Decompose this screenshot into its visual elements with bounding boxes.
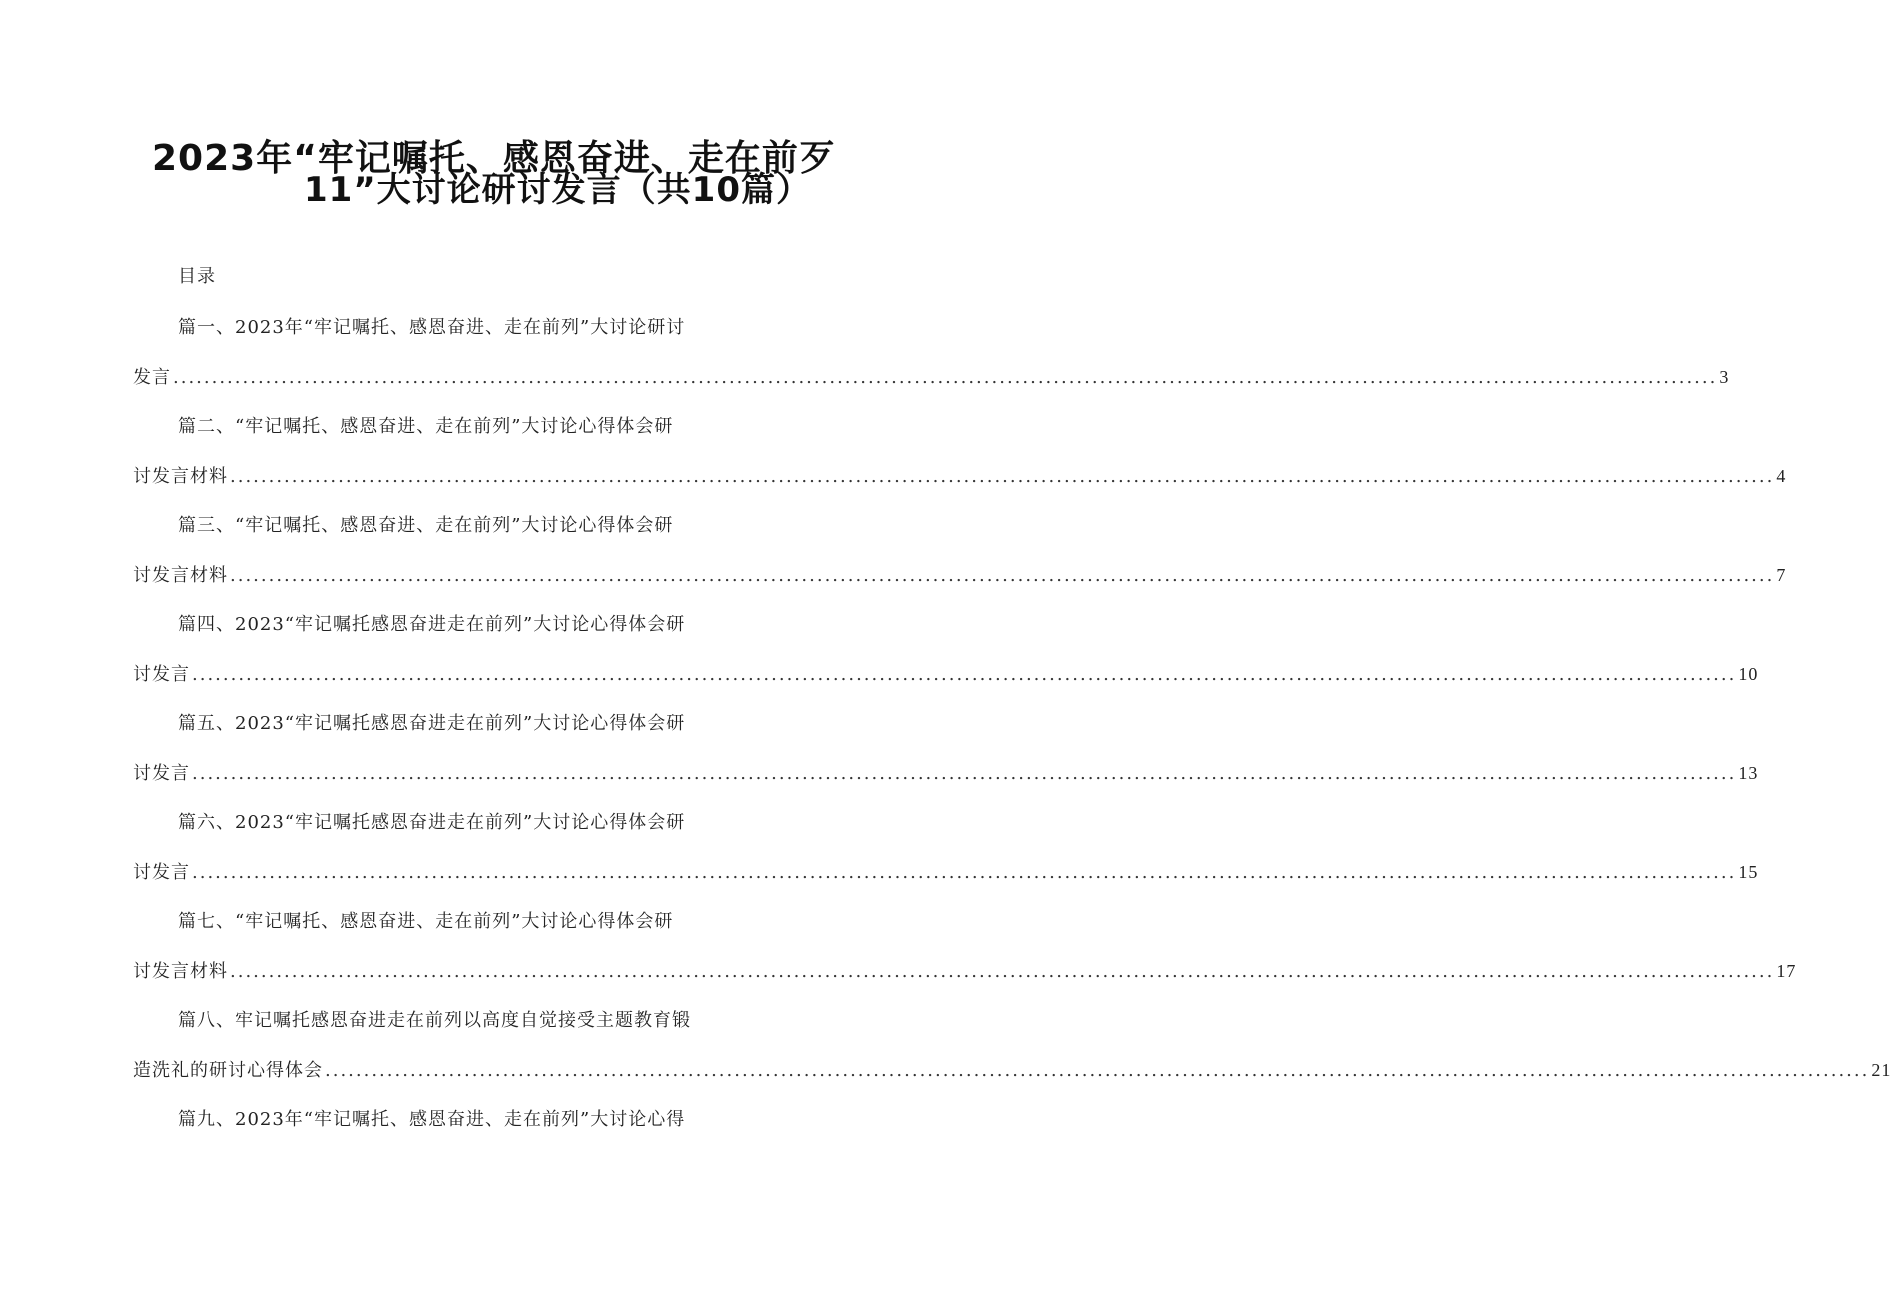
- toc-entry-title-continuation: 发言: [133, 367, 171, 388]
- toc-entry-continuation[interactable]: [133, 363, 1730, 389]
- toc-page-number: 4: [1776, 466, 1787, 486]
- toc-entry-continuation[interactable]: [133, 462, 1787, 488]
- toc-entry-continuation[interactable]: [133, 858, 1759, 884]
- toc-entry-title[interactable]: 篇五、2023“牢记嘱托感恩奋进走在前列”大讨论心得体会研: [178, 713, 686, 734]
- toc-entry-title[interactable]: 篇八、牢记嘱托感恩奋进走在前列以高度自觉接受主题教育锻: [178, 1010, 691, 1031]
- toc-entry-title-continuation: 讨发言材料: [133, 466, 228, 487]
- toc-dot-leader: ........................................................................................................................................................................................................: [230, 961, 1775, 982]
- toc-entry-title[interactable]: 篇三、“牢记嘱托、感恩奋进、走在前列”大讨论心得体会研: [178, 515, 674, 536]
- toc-entry-title[interactable]: 篇九、2023年“牢记嘱托、感恩奋进、走在前列”大讨论心得: [178, 1109, 686, 1130]
- toc-entry-continuation[interactable]: [133, 561, 1787, 587]
- toc-page-number: 10: [1738, 664, 1759, 684]
- document-title-line-2: 11”大讨论研讨发言（共10篇）: [304, 170, 811, 210]
- toc-dot-leader: ........................................................................................................................................................................................................: [230, 466, 1775, 487]
- toc-dot-leader: ........................................................................................................................................................................................................: [192, 664, 1737, 685]
- toc-entry-title[interactable]: 篇七、“牢记嘱托、感恩奋进、走在前列”大讨论心得体会研: [178, 911, 674, 932]
- toc-dot-leader: ........................................................................................................................................................................................................: [192, 862, 1737, 883]
- document-title-line-1: 2023年“牢记嘱托、感恩奋进、走在前歹: [152, 138, 836, 179]
- toc-heading: 目录: [178, 266, 216, 287]
- toc-entry-title[interactable]: 篇六、2023“牢记嘱托感恩奋进走在前列”大讨论心得体会研: [178, 812, 686, 833]
- toc-entry-continuation[interactable]: [133, 957, 1797, 983]
- toc-page-number: 15: [1738, 862, 1759, 882]
- toc-entry-continuation[interactable]: [133, 759, 1759, 785]
- toc-entry-continuation[interactable]: [133, 660, 1759, 686]
- toc-entry-title-continuation: 讨发言: [133, 862, 190, 883]
- toc-dot-leader: ........................................................................................................................................................................................................: [173, 367, 1718, 388]
- toc-entry-title[interactable]: 篇二、“牢记嘱托、感恩奋进、走在前列”大讨论心得体会研: [178, 416, 674, 437]
- toc-dot-leader: ........................................................................................................................................................................................................: [325, 1060, 1870, 1081]
- toc-page-number: 3: [1719, 367, 1730, 387]
- toc-dot-leader: ........................................................................................................................................................................................................: [192, 763, 1737, 784]
- toc-entry-title[interactable]: 篇四、2023“牢记嘱托感恩奋进走在前列”大讨论心得体会研: [178, 614, 686, 635]
- toc-entry-title-continuation: 造洗礼的研讨心得体会: [133, 1060, 323, 1081]
- toc-page-number: 13: [1738, 763, 1759, 783]
- toc-entry-title-continuation: 讨发言材料: [133, 565, 228, 586]
- toc-dot-leader: ........................................................................................................................................................................................................: [230, 565, 1775, 586]
- toc-entry-title-continuation: 讨发言材料: [133, 961, 228, 982]
- toc-entry-title-continuation: 讨发言: [133, 763, 190, 784]
- toc-page-number: 21: [1871, 1060, 1891, 1080]
- toc-entry-continuation[interactable]: [133, 1056, 1891, 1082]
- toc-entry-title-continuation: 讨发言: [133, 664, 190, 685]
- toc-page-number: 17: [1776, 961, 1797, 981]
- toc-entry-title[interactable]: 篇一、2023年“牢记嘱托、感恩奋进、走在前列”大讨论研讨: [178, 317, 686, 338]
- toc-page-number: 7: [1776, 565, 1787, 585]
